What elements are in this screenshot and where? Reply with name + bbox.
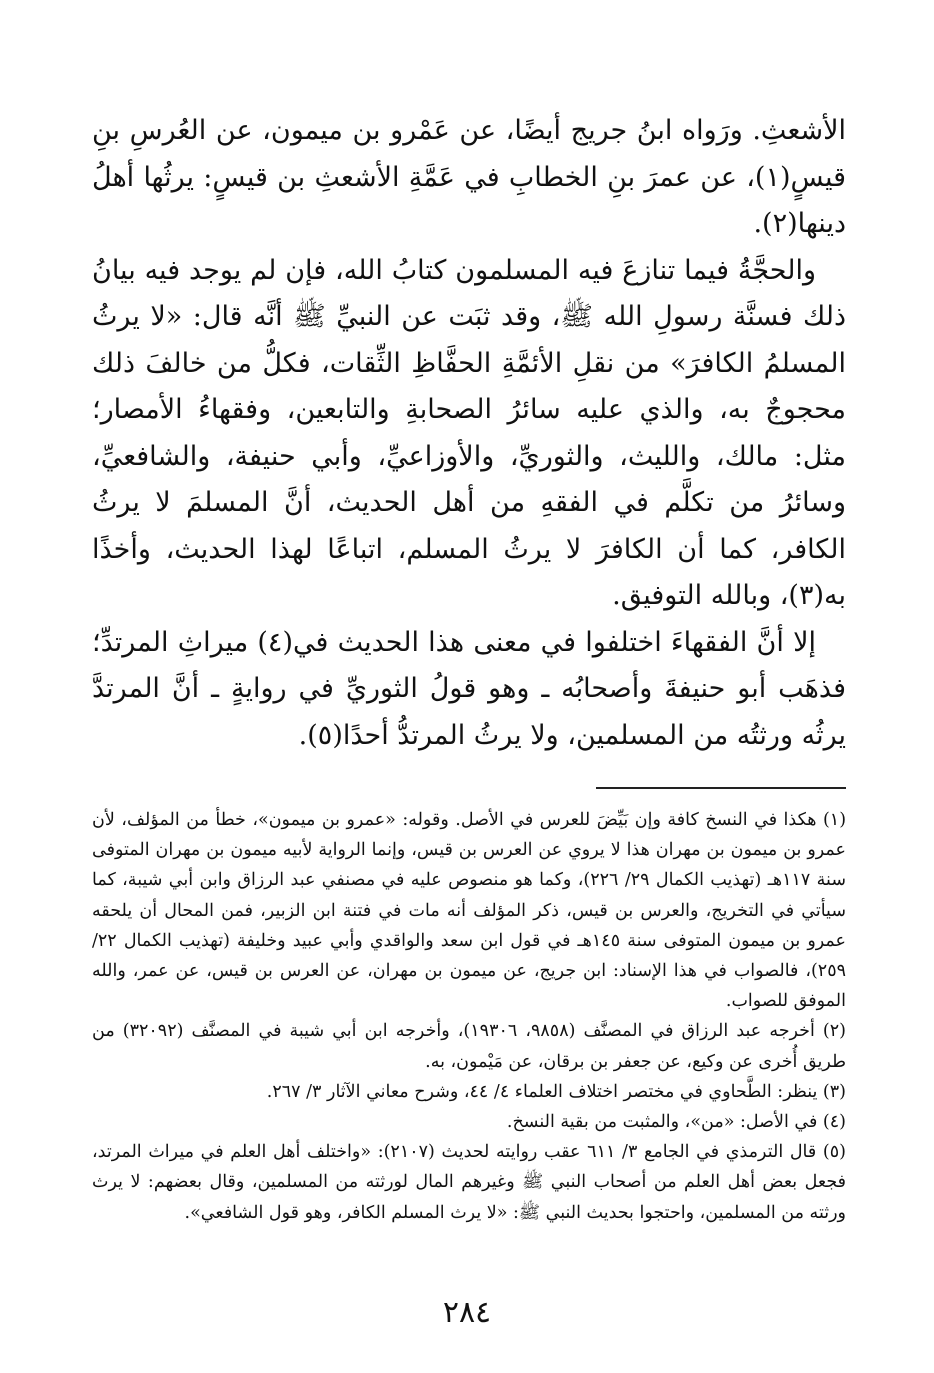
footnotes xyxy=(92,805,846,1228)
footnote-4: (٤) في الأصل: «من»، والمثبت من بقية النسخ. xyxy=(506,1112,846,1133)
footnote-2: (٢) أخرجه عبد الرزاق في المصنَّف (٩٨٥٨، ١٩٣٠٦)، وأخرجه ابن أبي شيبة في المصنَّف (٣٢٠٩٢) من طريق أُخرى عن وكيع، عن جعفر بن برقان، عن مَيْمون، به. xyxy=(92,1021,846,1072)
main-text xyxy=(92,108,846,759)
footnote-1: (١) هكذا في النسخ كافة وإن بَيِّضَ للعرس في الأصل. وقوله: «عمرو بن ميمون»، خطأ من المؤلف، لأن عمرو بن ميمون بن مهران هذا لا يروي عن العرس بن قيس، وإنما الرواية لأبيه ميمون بن مهران المتوفى سنة ١١٧هـ (تهذيب الكمال ٢٩/ ٢٢٦)، وكما هو منصوص عليه في مصنفي عبد الرزاق وابن أبي شيبة، كما سيأتي في التخريج، والعرس بن قيس، ذكر المؤلف أنه مات في فتنة ابن الزبير، فمن المحال أن يلحقه عمرو بن ميمون المتوفى سنة ١٤٥هـ في قول ابن سعد والواقدي وأبي عبيد وخليفة (تهذيب الكمال ٢٢/ ٢٥٩)، فالصواب في هذا الإسناد: ابن جريج، عن ميمون بن مهران، عن العرس بن قيس، عن عمر، والله الموفق للصواب. xyxy=(92,810,847,1012)
footnote-5: (٥) قال الترمذي في الجامع ٣/ ٦١١ عقب روايته لحديث (٢١٠٧): «واختلف أهل العلم في ميراث المرتد، فجعل بعض أهل العلم من أصحاب النبي ﷺ وغيرهم المال لورثته من المسلمين، وقال بعضهم: لا يرث ورثته من المسلمين، واحتجوا بحديث النبي ﷺ: «لا يرث المسلم الكافر، وهو قول الشافعي». xyxy=(92,1142,846,1223)
page-number: ٢٨٤ xyxy=(442,1295,492,1330)
paragraph-2: والحجَّةُ فيما تنازعَ فيه المسلمون كتابُ الله، فإن لم يوجد فيه بيانُ ذلك فسنَّة رسولِ الله ﷺ، وقد ثبَت عن النبيِّ ﷺ أنَّه قال: «لا يرثُ المسلمُ الكافرَ» من نقلِ الأئمَّةِ الحفَّاظِ الثِّقات، فكلُّ من خالفَ ذلك محجوجٌ به، والذي عليه سائرُ الصحابةِ والتابعين، وفقهاءُ الأمصار؛ مثل: مالك، والليث، والثوريِّ، والأوزاعيِّ، وأبي حنيفة، والشافعيِّ، وسائرُ من تكلَّم في الفقهِ من أهل الحديث، أنَّ المسلمَ لا يرثُ الكافر، كما أن الكافرَ لا يرثُ المسلم، اتباعًا لهذا الحديث، وأخذًا به(٣)، وبالله التوفيق. xyxy=(92,254,846,611)
paragraph-3: إلا أنَّ الفقهاءَ اختلفوا في معنى هذا الحديث في(٤) ميراثِ المرتدِّ؛ فذهَب أبو حنيفةَ وأصحابُه ـ وهو قولُ الثوريِّ في روايةٍ ـ أنَّ المرتدَّ يرثُه ورثتُه من المسلمين، ولا يرثُ المرتدُّ أحدًا(٥). xyxy=(92,626,846,751)
page-content xyxy=(92,108,846,1228)
footnote-divider xyxy=(596,787,846,789)
footnote-3: (٣) ينظر: الطَّحاوي في مختصر اختلاف العلماء ٤/ ٤٤، وشرح معاني الآثار ٣/ ٢٦٧. xyxy=(266,1081,846,1102)
paragraph-1: الأشعثِ. ورَواه ابنُ جريج أيضًا، عن عَمْرو بن ميمون، عن العُرسِ بنِ قيسٍ(١)، عن عمرَ بنِ الخطابِ في عَمَّةِ الأشعثِ بن قيسٍ: يرثُها أهلُ دينها(٢). xyxy=(92,115,846,239)
